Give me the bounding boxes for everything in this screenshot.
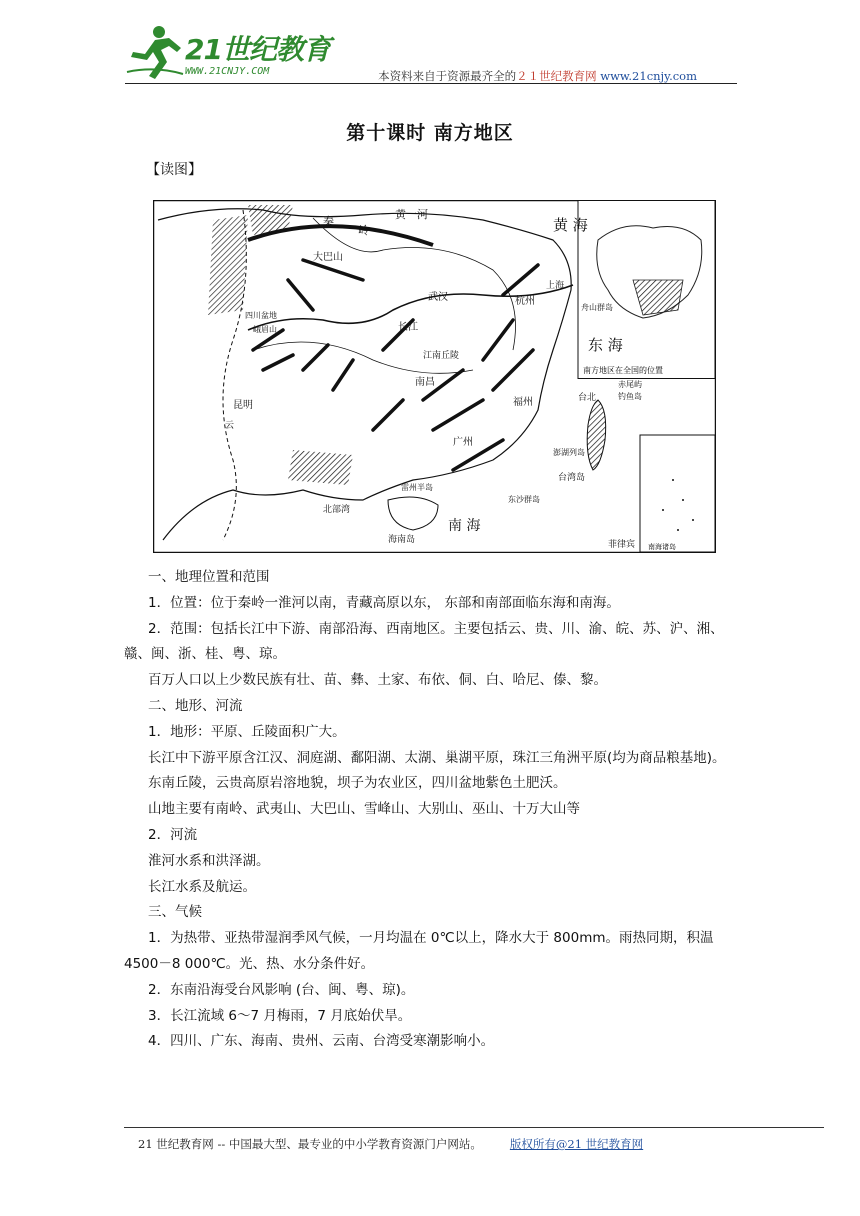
label-diaoyu: 钓鱼岛: [618, 392, 642, 401]
logo-url: WWW.21CNJY.COM: [185, 66, 270, 77]
paragraph: 三、气候: [148, 904, 202, 921]
label-donghai: 东 海: [588, 336, 623, 354]
paragraph: 二、地形、河流: [148, 697, 243, 714]
label-sichuan: 四川盆地: [245, 311, 277, 320]
label-hangzhou: 杭州: [515, 296, 535, 307]
section-tag: 【读图】: [146, 162, 202, 178]
paragraph: 百万人口以上少数民族有壮、苗、彝、土家、布依、侗、白、哈尼、傣、黎。: [148, 672, 607, 689]
label-yun: 云: [225, 421, 235, 431]
paragraph: 淮河水系和洪泽湖。: [148, 852, 270, 869]
nanhai-zhudao-label: 南海诸岛: [648, 543, 676, 551]
header-note-prefix: 本资料来自于资源最齐全的: [378, 69, 517, 83]
label-fuzhou: 福州: [513, 397, 533, 408]
paragraph: 4．四川、广东、海南、贵州、云南、台湾受寒潮影响小。: [148, 1033, 495, 1050]
page-header: [125, 22, 737, 84]
footer-divider: [124, 1127, 824, 1128]
label-guangzhou: 广州: [453, 437, 473, 448]
label-hainan: 海南岛: [388, 535, 416, 545]
south-china-map: [153, 200, 716, 553]
label-taibei: 台北: [578, 393, 597, 403]
lesson-content: [124, 565, 736, 1055]
paragraph: 1．位置：位于秦岭一淮河以南，青藏高原以东， 东部和南部面临东海和南海。: [148, 594, 620, 611]
paragraph: 长江水系及航运。: [148, 878, 256, 895]
copyright-link[interactable]: 版权所有@21 世纪教育网: [509, 1137, 644, 1151]
label-leizhou: 雷州半岛: [401, 483, 433, 492]
paragraph: 东南丘陵，云贵高原岩溶地貌，坝子为农业区，四川盆地紫色土肥沃。: [148, 775, 567, 792]
label-taiwan: 台湾岛: [558, 473, 586, 483]
paragraph: 2．河流: [148, 826, 198, 843]
label-huanghe: 黄一河: [395, 208, 428, 221]
header-note: [378, 68, 697, 84]
paragraph: 3．长江流域 6～7 月梅雨，7 月底始伏旱。: [148, 1007, 412, 1024]
header-note-url[interactable]: www.21cnjy.com: [600, 69, 697, 83]
footer-text: 21 世纪教育网 -- 中国最大型、最专业的中小学教育资源门户网站。: [138, 1137, 482, 1151]
label-penghu: 澎湖列岛: [553, 448, 585, 457]
paragraph: 2．东南沿海受台风影响 (台、闽、粤、琼)。: [148, 981, 415, 998]
label-ling: 岭: [358, 224, 369, 237]
paragraph: 1．地形：平原、丘陵面积广大。: [148, 723, 346, 740]
logo-text: 21世纪教育: [185, 33, 330, 66]
header-note-brand[interactable]: ２１世纪教育网: [516, 69, 597, 83]
label-nanchang: 南昌: [415, 377, 435, 388]
label-shanghai: 上海: [546, 281, 565, 291]
label-changjiang: 长江: [398, 322, 418, 333]
label-beibuwan: 北部湾: [323, 505, 351, 515]
paragraph: 山地主要有南岭、武夷山、大巴山、雪峰山、大别山、巫山、十万大山等: [148, 801, 580, 818]
paragraph: 1．为热带、亚热带湿润季风气候，一月均温在 0℃以上，降水大于 800mm。雨热同期，积温 4500－8 000℃。光、热、水分条件好。: [124, 930, 714, 972]
label-jiangnan: 江南丘陵: [423, 351, 460, 361]
header-divider: [125, 83, 737, 84]
label-dongsha: 东沙群岛: [508, 495, 540, 504]
page-title: 第十课时 南方地区: [346, 122, 514, 144]
inset-caption: 南方地区在全国的位置: [583, 366, 663, 375]
label-kunming: 昆明: [233, 400, 253, 411]
paragraph: 2．范围：包括长江中下游、南部沿海、西南地区。主要包括云、贵、川、渝、皖、苏、沪、湘、赣、闽、浙、桂、粤、琼。: [124, 620, 724, 663]
label-zhoushan: 舟山群岛: [581, 303, 613, 312]
runner-logo-icon: [125, 22, 185, 82]
page-footer: [138, 1136, 643, 1152]
label-wuhan: 武汉: [428, 292, 448, 303]
site-logo[interactable]: [125, 22, 335, 82]
label-emei: 峨眉山: [253, 325, 277, 334]
label-nanhai: 南 海: [448, 518, 481, 534]
label-qinling: 秦: [323, 215, 334, 228]
paragraph: 一、地理位置和范围: [148, 569, 270, 585]
paragraph: 长江中下游平原含江汉、洞庭湖、鄱阳湖、太湖、巢湖平原，珠江三角洲平原(均为商品粮基地)。: [148, 749, 726, 766]
label-huanghai: 黄 海: [553, 216, 588, 234]
label-daba: 大巴山: [313, 252, 343, 263]
label-chiwei: 赤尾屿: [618, 380, 642, 389]
label-feilvbin: 菲律宾: [608, 540, 636, 550]
